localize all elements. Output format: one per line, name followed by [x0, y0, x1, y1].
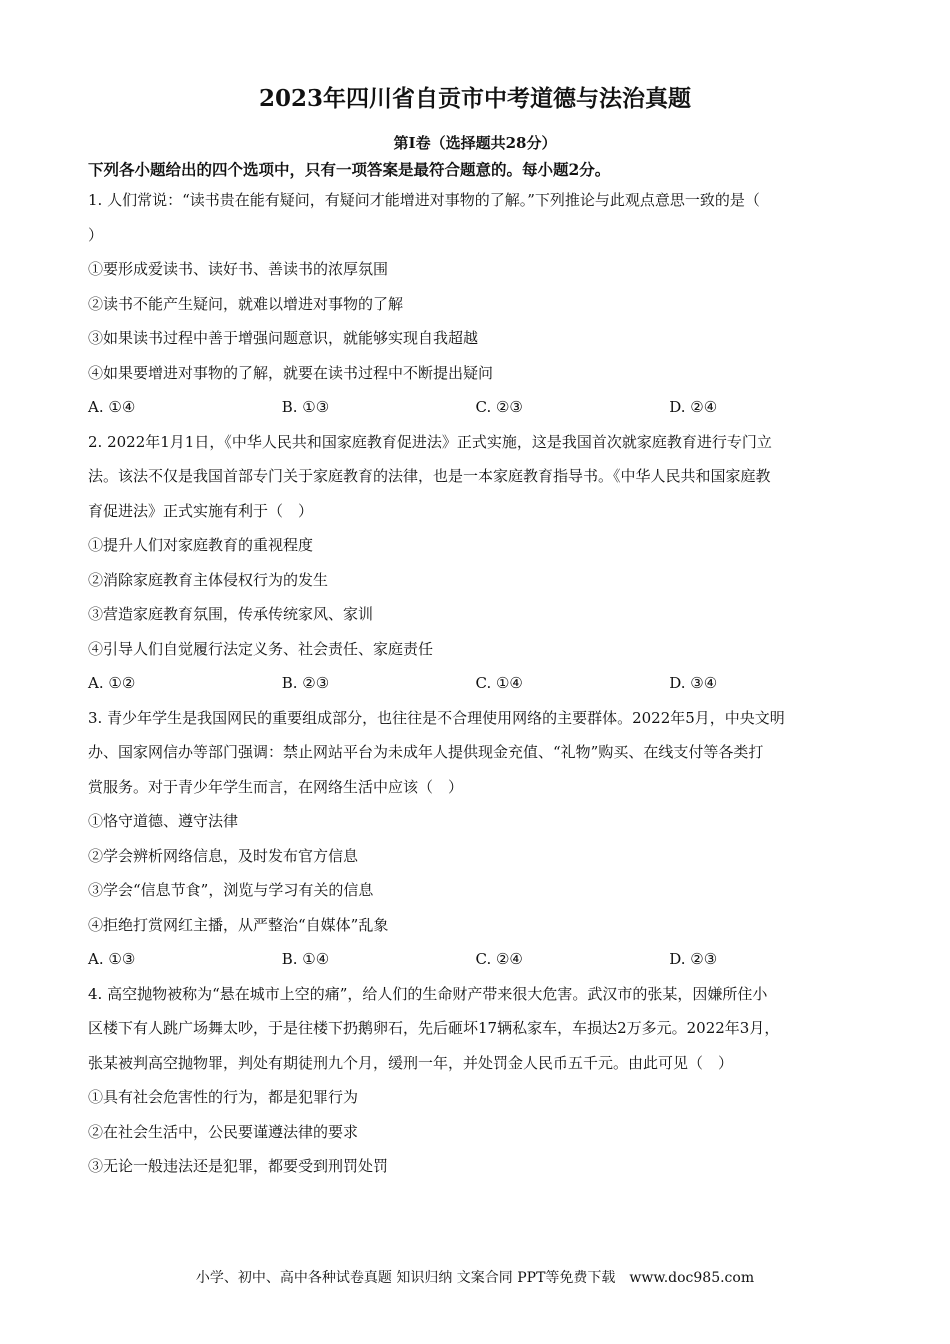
answer-choice-a: A. ①④ — [88, 398, 136, 416]
statement-option: ③营造家庭教育氛围，传承传统家风、家训 — [88, 605, 374, 623]
answer-choice-d: D. ③④ — [669, 674, 718, 692]
answer-choice-d: D. ②④ — [669, 398, 718, 416]
question-stem-line: 法。该法不仅是我国首部专门关于家庭教育的法律，也是一本家庭教育指导书。《中华人民共和国家庭教 — [88, 467, 771, 485]
answer-choices — [88, 390, 863, 425]
statement-option: ③无论一般违法还是犯罪，都要受到刑罚处罚 — [88, 1157, 389, 1175]
answer-choice-a: A. ①③ — [88, 950, 136, 968]
statement-option: ④如果要增进对事物的了解，就要在读书过程中不断提出疑问 — [88, 363, 494, 382]
question-stem-line: 2. 2022年1月1日，《中华人民共和国家庭教育促进法》正式实施，这是我国首次就家庭教育进行专门立 — [88, 432, 772, 451]
statement-option: ①要形成爱读书、读好书、善读书的浓厚氛围 — [88, 260, 389, 278]
question-4 — [88, 977, 863, 1184]
instruction-text: 下列各小题给出的四个选项中，只有一项答案是最符合题意的。每小题2分。 — [88, 160, 611, 179]
question-stem-line: ） — [88, 225, 104, 244]
answer-choice-b: B. ②③ — [281, 674, 330, 692]
statement-option: ④引导人们自觉履行法定义务、社会责任、家庭责任 — [88, 639, 434, 658]
statement-option: ③如果读书过程中善于增强问题意识，就能够实现自我超越 — [88, 329, 479, 347]
statement-option: ②消除家庭教育主体侵权行为的发生 — [88, 570, 329, 589]
answer-choice-c: C. ①④ — [475, 674, 523, 692]
question-stem-line: 育促进法》正式实施有利于（ ） — [88, 501, 314, 520]
question-2 — [88, 425, 863, 701]
question-stem-line: 3. 青少年学生是我国网民的重要组成部分，也往往是不合理使用网络的主要群体。2022年5月，中央文明 — [88, 708, 785, 727]
question-stem-line: 张某被判高空抛物罪，判处有期徒刑九个月，缓刑一年，并处罚金人民币五千元。由此可见（ ） — [88, 1053, 734, 1072]
section-subtitle: 第I卷（选择题共28分） — [393, 134, 557, 152]
question-stem-line: 区楼下有人跳广场舞太吵，于是往楼下扔鹅卵石，先后砸坏17辆私家车，车损达2万多元。2022年3月， — [88, 1019, 780, 1037]
question-stem-line: 赏服务。对于青少年学生而言，在网络生活中应该（ ） — [88, 777, 464, 796]
answer-choice-c: C. ②④ — [475, 950, 523, 968]
answer-choices — [88, 666, 863, 701]
answer-choice-d: D. ②③ — [669, 950, 718, 968]
answer-choice-b: B. ①④ — [281, 950, 330, 968]
answer-choice-c: C. ②③ — [475, 398, 523, 416]
question-stem-line: 办、国家网信办等部门强调：禁止网站平台为未成年人提供现金充值、“礼物”购买、在线支付等各类打 — [88, 743, 764, 761]
answer-choice-a: A. ①② — [88, 674, 136, 692]
statement-option: ①恪守道德、遵守法律 — [88, 812, 239, 830]
page-title: 2023年四川省自贡市中考道德与法治真题 — [258, 85, 691, 112]
statement-option: ②学会辨析网络信息，及时发布官方信息 — [88, 846, 359, 865]
statement-option: ④拒绝打赏网红主播，从严整治“自媒体”乱象 — [88, 915, 389, 934]
question-1 — [88, 183, 863, 425]
statement-option: ②在社会生活中，公民要谨遵法律的要求 — [88, 1122, 359, 1141]
question-list — [88, 183, 863, 1184]
statement-option: ①提升人们对家庭教育的重视程度 — [88, 536, 314, 554]
question-stem-line: 1. 人们常说：“读书贵在能有疑问，有疑问才能增进对事物的了解。”下列推论与此观点意思一致的是（ — [88, 191, 760, 209]
statement-option: ③学会“信息节食”，浏览与学习有关的信息 — [88, 881, 374, 899]
question-stem-line: 4. 高空抛物被称为“悬在城市上空的痛”，给人们的生命财产带来很大危害。武汉市的张某，因嫌所住小 — [88, 984, 768, 1003]
statement-option: ②读书不能产生疑问，就难以增进对事物的了解 — [88, 294, 404, 313]
answer-choices — [88, 942, 863, 977]
page-footer: 小学、初中、高中各种试卷真题 知识归纳 文案合同 PPT等免费下载 www.doc985.com — [195, 1270, 755, 1286]
answer-choice-b: B. ①③ — [281, 398, 330, 416]
statement-option: ①具有社会危害性的行为，都是犯罪行为 — [88, 1088, 359, 1106]
question-3 — [88, 701, 863, 977]
